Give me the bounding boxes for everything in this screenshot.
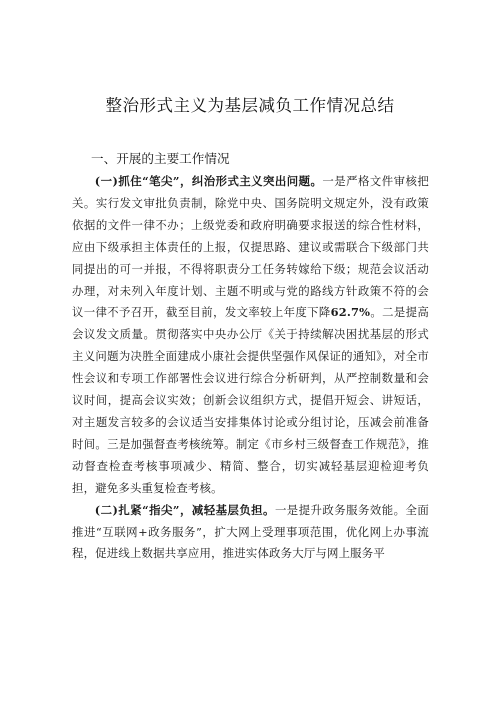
paragraph-1-subheading: (一)抓住“笔尖”，纠治形式主义突出问题。: [94, 174, 323, 188]
document-title: 整治形式主义为基层减负工作情况总结: [105, 96, 395, 115]
paragraph-1-text-a: 一是严格文件审核把关。实行发文审批负责制，除党中央、国务院明文规定外，没有政策依据的文件一律不办；上级党委和政府明确要求报送的综合性材料，应由下级承担主体责任的上报，仅提思路、建议或需联合下级部门共同提出的可一并报，不得将职责分工任务转嫁给下级；规范会议活动办理，对未列入年度计划、主题不明或与党的路线方针政策不符的会议一律不予召开，截至目前，发文率较上年度下降: [72, 174, 429, 320]
document-body: [72, 171, 429, 565]
paragraph-2-subheading: (二)扎紧“指尖”，减轻基层负担。: [94, 502, 275, 517]
paragraph-1: [72, 171, 429, 500]
paragraph-2-text: 一是提升政务服务效能。全面推进“互联网+政务服务”，扩大网上受理事项范围，优化网上办事流程，促进线上数据共享应用，推进实体政务大厅与网上服务平: [72, 502, 429, 561]
paragraph-1-text-b: 。二是提高会议发文质量。贯彻落实中央办公厅《关于持续解决困扰基层的形式主义问题为决胜全面建成小康社会提供坚强作风保证的通知》，对全市性会议和专项工作部署性会议进行综合分析研判，从严控制数量和会议时间，提高会议实效；创新会议组织方式，提倡开短会、讲短话，对主题发言较多的会议适当安排集体讨论或分组讨论，压减会前准备时间。三是加强督查考核统筹。制定《市乡村三级督查工作规范》，推动督查检查考核事项减少、精简、整合，切实减轻基层迎检迎考负担，避免多头重复检查考核。: [72, 305, 429, 495]
section-heading: 一、开展的主要工作情况: [91, 151, 230, 166]
paragraph-1-percent: 62.7%: [330, 305, 371, 320]
paragraph-2: [72, 500, 429, 566]
